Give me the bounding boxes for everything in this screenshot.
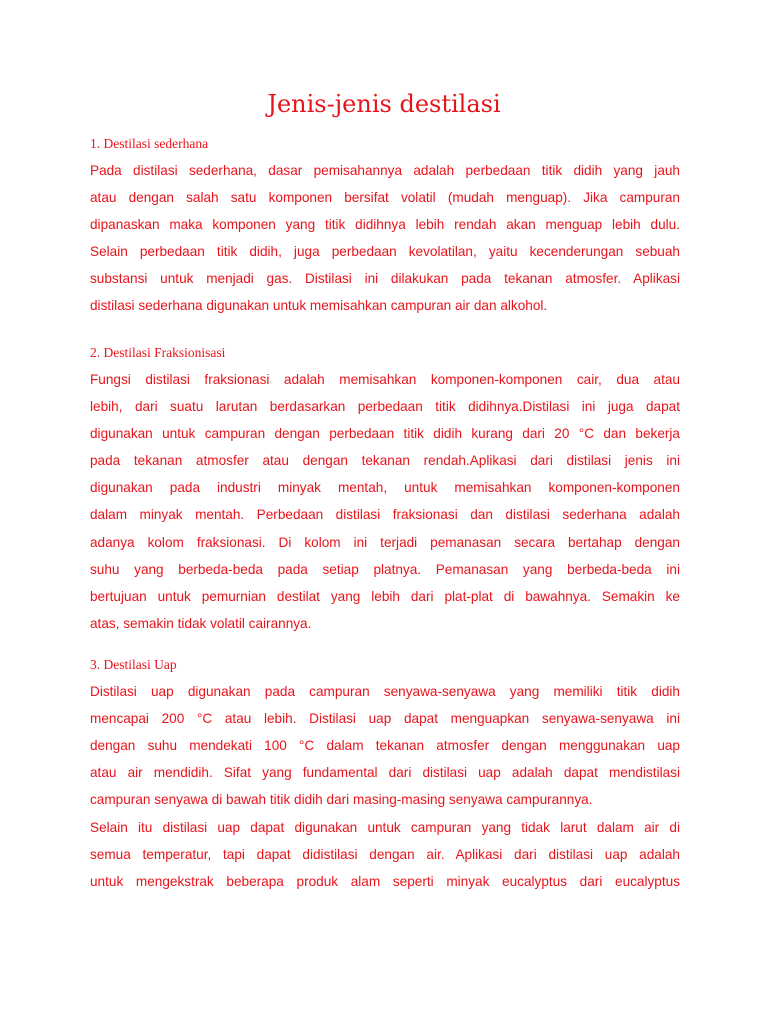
paragraph-line: dipanaskan maka komponen yang titik didihnya lebih rendah akan menguap lebih dulu. [90, 217, 680, 233]
paragraph-line: pada tekanan atmosfer atau dengan tekanan rendah.Aplikasi dari distilasi jenis ini [90, 453, 680, 469]
paragraph-line: semua temperatur, tapi dapat didistilasi dengan air. Aplikasi dari distilasi uap adalah [90, 846, 680, 862]
paragraph-line: dalam minyak mentah. Perbedaan distilasi fraksionasi dan distilasi sederhana adalah [90, 507, 680, 523]
paragraph-line: bertujuan untuk pemurnian destilat yang lebih dari plat-plat di bawahnya. Semakin ke [90, 588, 680, 604]
paragraph-line: digunakan pada industri minyak mentah, untuk memisahkan komponen-komponen [90, 480, 680, 496]
paragraph-destilasi-uap-1 [90, 678, 680, 813]
paragraph-line: lebih, dari suatu larutan berdasarkan perbedaan titik didihnya.Distilasi ini juga dapat [90, 399, 680, 415]
section-heading-destilasi-uap: 3. Destilasi Uap [90, 657, 177, 672]
paragraph-line: suhu yang berbeda-beda pada setiap platnya. Pemanasan yang berbeda-beda ini [90, 561, 680, 577]
paragraph-destilasi-fraksionisasi [90, 366, 680, 637]
section-heading-destilasi-sederhana: 1. Destilasi sederhana [90, 136, 209, 151]
paragraph-line: atau dengan salah satu komponen bersifat volatil (mudah menguap). Jika campuran [90, 190, 680, 206]
section-heading-destilasi-fraksionisasi: 2. Destilasi Fraksionisasi [90, 345, 226, 360]
paragraph-line: Fungsi distilasi fraksionasi adalah memisahkan komponen-komponen cair, dua atau [90, 372, 680, 387]
paragraph-destilasi-uap-2 [90, 814, 680, 895]
paragraph-line: Pada distilasi sederhana, dasar pemisahannya adalah perbedaan titik didih yang jauh [90, 163, 680, 178]
paragraph-line: mencapai 200 °C atau lebih. Distilasi uap dapat menguapkan senyawa-senyawa ini [90, 711, 680, 727]
paragraph-line: campuran senyawa di bawah titik didih dari masing-masing senyawa campurannya. [90, 792, 593, 808]
paragraph-destilasi-sederhana [90, 157, 680, 320]
paragraph-line: digunakan untuk campuran dengan perbedaan titik didih kurang dari 20 °C dan bekerja [90, 426, 680, 442]
paragraph-line: atas, semakin tidak volatil cairannya. [90, 615, 312, 631]
paragraph-line: Distilasi uap digunakan pada campuran senyawa-senyawa yang memiliki titik didih [90, 684, 680, 699]
paragraph-line: untuk mengekstrak beberapa produk alam seperti minyak eucalyptus dari eucalyptus [90, 873, 680, 889]
paragraph-line: dengan suhu mendekati 100 °C dalam tekanan atmosfer dengan menggunakan uap [90, 738, 680, 754]
paragraph-line: distilasi sederhana digunakan untuk memisahkan campuran air dan alkohol. [90, 298, 548, 314]
paragraph-line: adanya kolom fraksionasi. Di kolom ini terjadi pemanasan secara bertahap dengan [90, 534, 680, 550]
document-title: Jenis-jenis destilasi [267, 90, 501, 118]
paragraph-line: atau air mendidih. Sifat yang fundamental dari distilasi uap adalah dapat mendistilasi [90, 765, 680, 781]
paragraph-line: Selain itu distilasi uap dapat digunakan untuk campuran yang tidak larut dalam air di [90, 819, 680, 835]
paragraph-line: Selain perbedaan titik didih, juga perbedaan kevolatilan, yaitu kecenderungan sebuah [90, 244, 680, 260]
paragraph-line: substansi untuk menjadi gas. Distilasi ini dilakukan pada tekanan atmosfer. Aplikasi [90, 271, 680, 287]
